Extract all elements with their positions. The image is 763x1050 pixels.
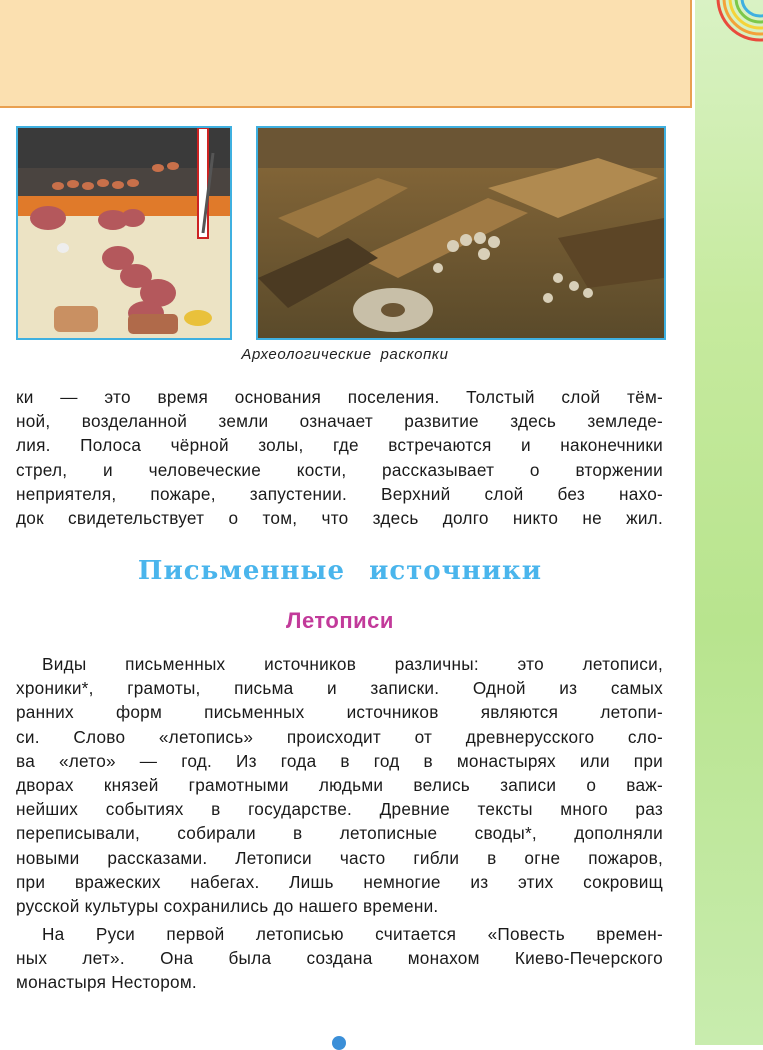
text-line: ранних форм письменных источников являются летопи-: [16, 702, 663, 723]
text-line: стрел, и человеческие кости, рассказывает о вторжении: [16, 459, 663, 480]
text-line: ной, возделанной земли означает развитие здесь земледе-: [16, 411, 663, 432]
text-line: дворах князей грамотными людьми велись записи о важ-: [16, 774, 663, 795]
figure-caption: Археологические раскопки: [241, 346, 449, 363]
color-rings-decoration: [700, 0, 763, 60]
text-line: Виды письменных источников различны: это летописи,: [42, 654, 663, 674]
subsection-title: Летописи: [286, 608, 394, 633]
text-line: си. Слово «летопись» происходит от древнерусского сло-: [16, 726, 663, 747]
paragraph-1: [16, 385, 663, 530]
text-line: ва «лето» — год. Из года в год в монастырях или при: [16, 750, 663, 771]
text-line: лия. Полоса чёрной золы, где встречаются и наконечники: [16, 435, 663, 456]
page-number-marker: [332, 1036, 346, 1050]
top-color-band: [0, 0, 692, 108]
text-line: хроники*, грамоты, письма и записки. Одной из самых: [16, 678, 663, 699]
text-line: монастыря Нестором.: [16, 972, 197, 993]
text-line: при вражеских набегах. Лишь немногие из этих сокровищ: [16, 871, 663, 892]
paragraph-3: [16, 922, 663, 995]
paragraph-2: [16, 652, 663, 918]
text-line: ных лет». Она была создана монахом Киево-Печерского: [16, 948, 663, 969]
text-line: ки — это время основания поселения. Толстый слой тём-: [16, 387, 663, 407]
text-line: неприятеля, пожаре, запустении. Верхний слой без нахо-: [16, 483, 663, 504]
excavation-site-photo: [256, 126, 666, 340]
side-decoration-strip: [695, 0, 763, 1045]
section-title: Письменные источники: [137, 556, 543, 586]
text-line: док свидетельствует о том, что здесь долго никто не жил.: [16, 507, 663, 528]
text-line: нейших событиях в государстве. Древние тексты много раз: [16, 799, 663, 820]
text-line: переписывали, собирали в летописные своды*, дополняли: [16, 823, 663, 844]
excavation-layers-illustration: [16, 126, 232, 340]
text-line: новыми рассказами. Летописи часто гибли в огне пожаров,: [16, 847, 663, 868]
text-line: На Руси первой летописью считается «Повесть времен-: [42, 924, 663, 944]
text-line: русской культуры сохранились до нашего времени.: [16, 895, 439, 916]
